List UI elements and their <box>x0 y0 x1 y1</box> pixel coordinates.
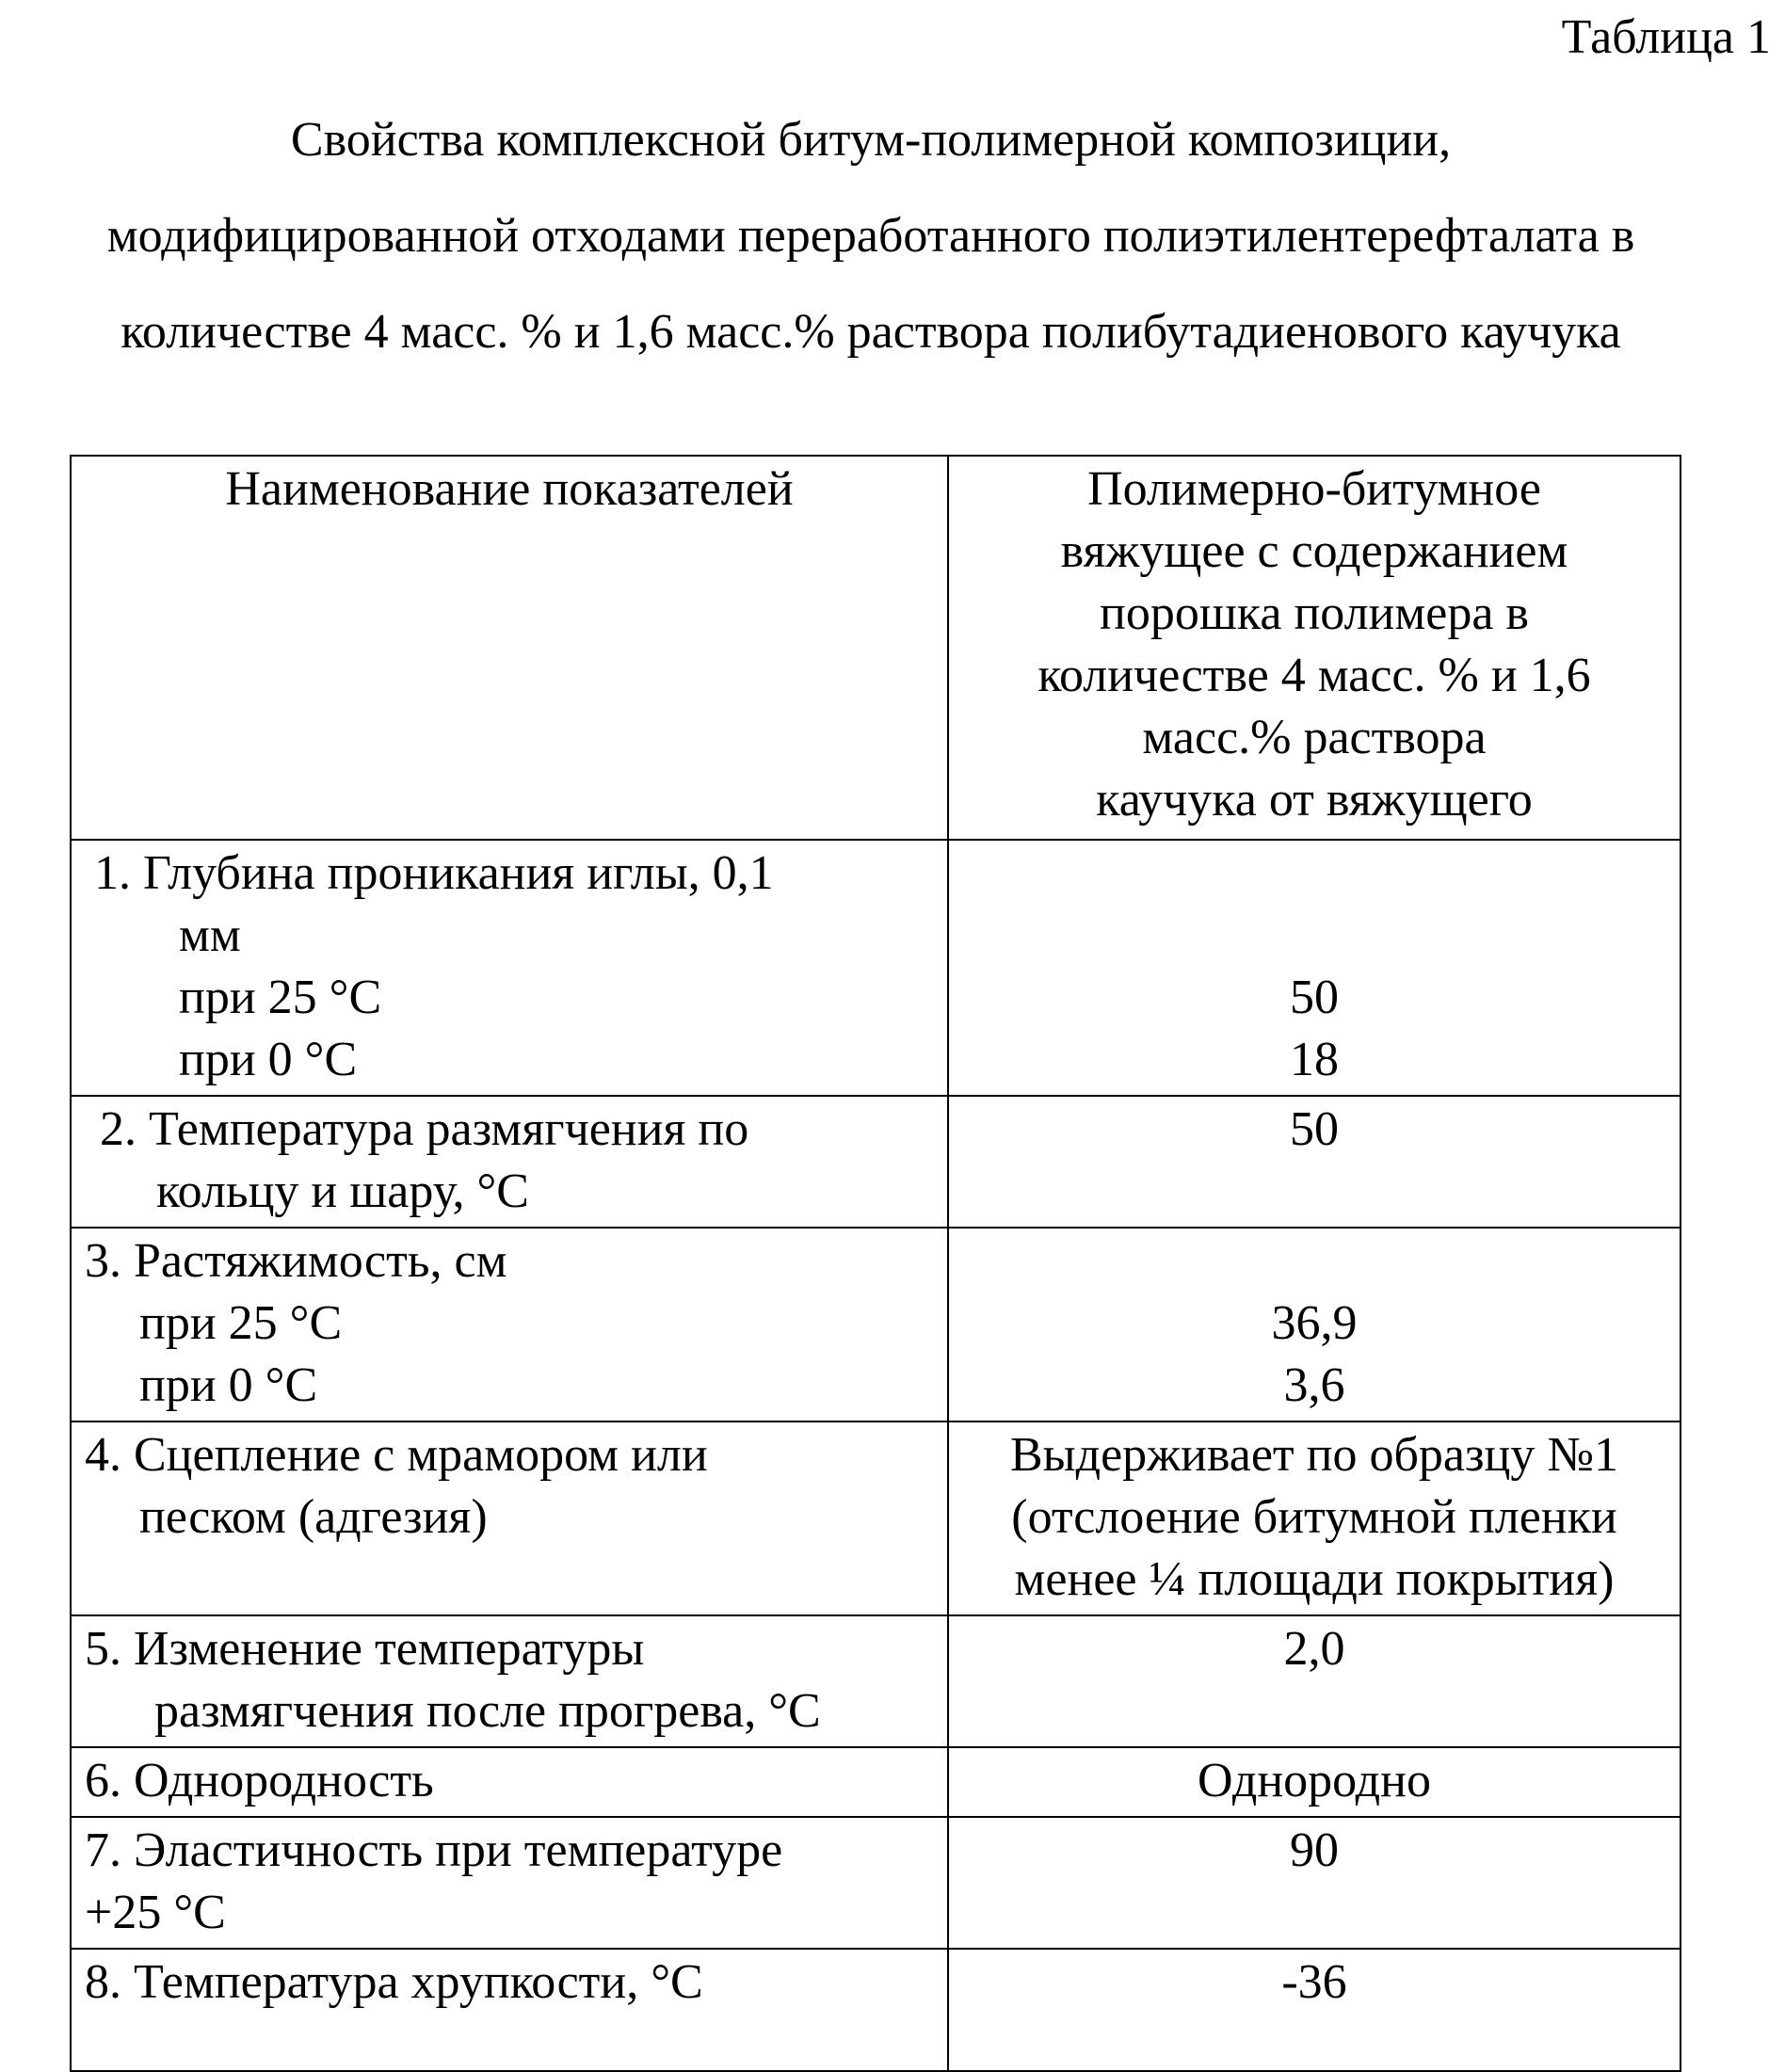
row-value-line <box>958 1680 1670 1743</box>
header-indicator-name <box>71 456 948 840</box>
header-text: вяжущее с содержанием <box>1060 524 1568 578</box>
table-caption <box>9 92 1732 380</box>
row-value-line: 18 <box>1290 1033 1339 1086</box>
table-row <box>71 1615 1680 1747</box>
row-value-line <box>958 905 1670 967</box>
row-value-line: Выдерживает по образцу №1 <box>1009 1428 1618 1482</box>
row-name-line: 7. Эластичность при температуре <box>85 1823 783 1877</box>
row-name-line: при 25 °C <box>139 1296 343 1350</box>
table-row <box>71 1096 1680 1228</box>
header-binder-description <box>948 456 1680 840</box>
row-name-cell <box>71 1817 948 1949</box>
row-value-line <box>958 1230 1670 1293</box>
row-name-cell <box>71 1747 948 1817</box>
row-value-line <box>958 1161 1670 1223</box>
row-value-cell <box>948 1421 1680 1615</box>
row-value-line: менее ¼ площади покрытия) <box>1014 1552 1615 1606</box>
caption-line: Свойства комплексной битум-полимерной композиции, <box>290 113 1452 167</box>
header-text: количестве 4 масс. % и 1,6 <box>1037 649 1591 702</box>
row-value-cell <box>948 840 1680 1096</box>
row-value-line: 3,6 <box>1283 1358 1345 1412</box>
row-name-cell <box>71 1421 948 1615</box>
table-row <box>71 1747 1680 1817</box>
row-name-line: 5. Изменение температуры <box>85 1622 645 1676</box>
row-name-line: 6. Однородность <box>85 1754 434 1807</box>
row-name-cell <box>71 1228 948 1421</box>
row-value-cell <box>948 1096 1680 1228</box>
row-name-line: 4. Сцепление с мрамором или <box>85 1428 708 1482</box>
row-value-line: -36 <box>1281 1955 1347 2009</box>
row-name-cell <box>71 840 948 1096</box>
table-row <box>71 1949 1680 2071</box>
table-row <box>71 1228 1680 1421</box>
row-value-line: 36,9 <box>1271 1296 1358 1350</box>
row-name-line: 3. Растяжимость, см <box>85 1234 507 1288</box>
table-row <box>71 1421 1680 1615</box>
table-row <box>71 840 1680 1096</box>
row-name-cell <box>71 1096 948 1228</box>
row-name-line: при 25 °C <box>179 971 382 1024</box>
row-value-line: 90 <box>1290 1823 1339 1877</box>
caption-line: количестве 4 масс. % и 1,6 масс.% раствора полибутадиенового каучука <box>121 305 1621 359</box>
row-name-line: при 0 °C <box>139 1358 318 1412</box>
properties-table <box>70 455 1681 2072</box>
header-text: масс.% раствора <box>1142 711 1487 764</box>
row-value-line: 50 <box>1290 1102 1339 1156</box>
row-value-line: 2,0 <box>1283 1622 1345 1676</box>
row-name-line: +25 °C <box>85 1886 226 1939</box>
row-value-cell <box>948 1747 1680 1817</box>
row-name-line: мм <box>179 908 241 962</box>
header-text: Полимерно-битумное <box>1087 462 1541 516</box>
row-name-line: размягчения после прогрева, °C <box>154 1684 821 1738</box>
row-value-line <box>958 843 1670 905</box>
row-value-cell <box>948 1949 1680 2071</box>
row-name-line: кольцу и шару, °C <box>156 1164 529 1218</box>
row-value-line: 50 <box>1290 971 1339 1024</box>
row-value-cell <box>948 1615 1680 1747</box>
row-name-cell <box>71 1615 948 1747</box>
row-value-cell <box>948 1817 1680 1949</box>
table-row <box>71 1817 1680 1949</box>
header-text: каучука от вяжущего <box>1096 773 1533 827</box>
row-name-line: песком (адгезия) <box>139 1490 488 1544</box>
row-value-line: (отслоение битумной пленки <box>1011 1490 1617 1544</box>
table-number-label: Таблица 1 <box>1561 10 1771 64</box>
row-name-cell <box>71 1949 948 2071</box>
row-name-line: 8. Температура хрупкости, °C <box>85 1955 703 2009</box>
caption-line: модифицированной отходами переработанного полиэтилентерефталата в <box>106 209 1635 263</box>
row-name-line: 1. Глубина проникания иглы, 0,1 <box>94 846 774 900</box>
header-text: порошка полимера в <box>1100 586 1529 640</box>
row-value-line <box>958 1882 1670 1944</box>
row-value-line: Однородно <box>1198 1754 1431 1807</box>
row-name-line: при 0 °C <box>179 1033 358 1086</box>
row-value-cell <box>948 1228 1680 1421</box>
header-text: Наименование показателей <box>225 462 794 516</box>
table-header-row <box>71 456 1680 840</box>
row-name-line: 2. Температура размягчения по <box>100 1102 749 1156</box>
